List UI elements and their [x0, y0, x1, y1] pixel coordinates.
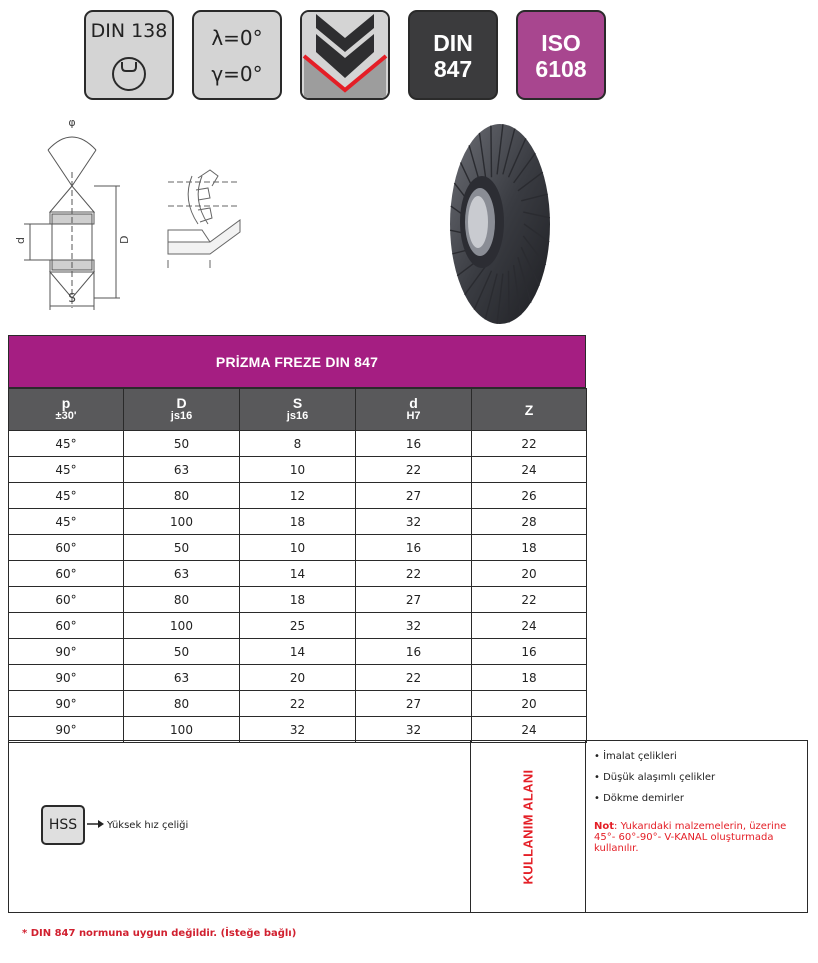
table-cell: 22 — [356, 561, 472, 587]
table-cell: 60° — [9, 535, 124, 561]
table-row — [9, 717, 587, 743]
table-cell: 24 — [472, 457, 587, 483]
header-S-main: S — [292, 395, 303, 411]
header-D-main: D — [176, 395, 187, 411]
table-cell: 60° — [9, 613, 124, 639]
table-cell: 16 — [472, 639, 587, 665]
iso-line1: ISO — [541, 30, 581, 56]
table-cell: 26 — [472, 483, 587, 509]
table-cell: 90° — [9, 691, 124, 717]
table-row — [9, 665, 587, 691]
keyway-icon — [84, 10, 174, 100]
table-cell: 10 — [240, 457, 356, 483]
table-cell: 90° — [9, 665, 124, 691]
table-header-row — [9, 389, 587, 431]
header-p — [9, 389, 124, 431]
table-row — [9, 561, 587, 587]
header-Z-main: Z — [524, 401, 534, 418]
table-cell: 18 — [472, 665, 587, 691]
usage-label-panel — [470, 740, 586, 913]
table-cell: 60° — [9, 587, 124, 613]
table-cell: 100 — [124, 613, 240, 639]
header-p-main: p — [61, 395, 71, 411]
table-cell: 16 — [356, 535, 472, 561]
table-row — [9, 613, 587, 639]
usage-list — [594, 751, 800, 814]
d-label: d — [14, 237, 27, 244]
table-cell: 20 — [240, 665, 356, 691]
header-Z — [472, 389, 587, 431]
table-cell: 24 — [472, 717, 587, 743]
usage-item: • Dökme demirler — [594, 793, 684, 804]
arrow-right-icon — [87, 819, 105, 829]
table-cell: 63 — [124, 457, 240, 483]
hss-badge: HSS — [41, 805, 85, 845]
din847-badge — [408, 10, 498, 100]
table-cell: 45° — [9, 509, 124, 535]
table-cell: 50 — [124, 431, 240, 457]
cutter-photo — [438, 118, 558, 330]
table-row — [9, 691, 587, 717]
table-title: PRİZMA FREZE DIN 847 — [8, 335, 586, 388]
table-cell: 20 — [472, 691, 587, 717]
table-cell: 80 — [124, 587, 240, 613]
footnote: * DIN 847 normuna uygun değildir. (İsteğe bağlı) — [22, 928, 297, 939]
table-row — [9, 535, 587, 561]
table-cell: 12 — [240, 483, 356, 509]
table-cell: 32 — [240, 717, 356, 743]
table-cell: 63 — [124, 561, 240, 587]
table-row — [9, 457, 587, 483]
table-cell: 45° — [9, 431, 124, 457]
table-cell: 50 — [124, 535, 240, 561]
header-p-sub: ±30' — [55, 410, 77, 422]
table-row — [9, 639, 587, 665]
D-label: D — [118, 235, 131, 244]
table-cell: 90° — [9, 717, 124, 743]
table-cell: 18 — [472, 535, 587, 561]
phi-label: φ — [68, 116, 76, 129]
material-panel — [8, 740, 471, 913]
header-D-sub: js16 — [170, 410, 193, 422]
din138-badge — [84, 10, 174, 100]
table-cell: 10 — [240, 535, 356, 561]
S-label: S — [68, 291, 76, 305]
spec-table — [8, 388, 587, 743]
usage-note-text: : Yukarıdaki malzemelerin, üzerine 45°- 60°-90°- V-KANAL oluşturmada kullanılır. — [594, 821, 787, 854]
table-cell: 18 — [240, 587, 356, 613]
table-cell: 16 — [356, 639, 472, 665]
table-cell: 28 — [472, 509, 587, 535]
usage-item: • Düşük alaşımlı çelikler — [594, 772, 716, 783]
table-cell: 60° — [9, 561, 124, 587]
table-cell: 27 — [356, 587, 472, 613]
table-cell: 100 — [124, 509, 240, 535]
v-profile-icon — [302, 12, 388, 98]
table-cell: 16 — [356, 431, 472, 457]
usage-note — [594, 821, 804, 854]
table-cell: 14 — [240, 561, 356, 587]
table-cell: 45° — [9, 483, 124, 509]
din847-line2: 847 — [433, 56, 473, 82]
usage-panel — [585, 740, 808, 913]
din138-label: DIN 138 — [90, 20, 168, 42]
table-cell: 8 — [240, 431, 356, 457]
table-body — [9, 431, 587, 743]
cross-section-drawing — [12, 112, 132, 317]
header-d — [356, 389, 472, 431]
table-cell: 18 — [240, 509, 356, 535]
table-cell: 22 — [356, 457, 472, 483]
table-cell: 32 — [356, 717, 472, 743]
header-S — [240, 389, 356, 431]
table-cell: 63 — [124, 665, 240, 691]
table-cell: 80 — [124, 691, 240, 717]
gamma-label: γ=0° — [211, 62, 263, 86]
table-cell: 20 — [472, 561, 587, 587]
lambda-label: λ=0° — [211, 26, 263, 50]
table-cell: 100 — [124, 717, 240, 743]
usage-item: • İmalat çelikleri — [594, 751, 677, 762]
iso-line2: 6108 — [535, 56, 587, 82]
table-cell: 80 — [124, 483, 240, 509]
v-profile-badge — [300, 10, 390, 100]
din847-line1: DIN — [433, 30, 473, 56]
usage-note-prefix: Not — [594, 821, 615, 832]
table-row — [9, 431, 587, 457]
table-cell: 22 — [356, 665, 472, 691]
table-cell: 32 — [356, 613, 472, 639]
header-S-sub: js16 — [286, 410, 309, 422]
table-row — [9, 587, 587, 613]
table-cell: 22 — [472, 587, 587, 613]
header-d-sub: H7 — [406, 410, 421, 422]
table-cell: 90° — [9, 639, 124, 665]
table-row — [9, 509, 587, 535]
header-D — [124, 389, 240, 431]
table-cell: 27 — [356, 691, 472, 717]
usage-area-label: KULLANIM ALANI — [520, 769, 536, 885]
table-cell: 14 — [240, 639, 356, 665]
header-d-main: d — [409, 395, 418, 411]
iso6108-badge — [516, 10, 606, 100]
table-cell: 50 — [124, 639, 240, 665]
angles-badge — [192, 10, 282, 100]
table-cell: 24 — [472, 613, 587, 639]
table-cell: 25 — [240, 613, 356, 639]
table-cell: 22 — [240, 691, 356, 717]
v-groove-application-drawing — [162, 160, 244, 270]
material-description: Yüksek hız çeliği — [107, 820, 189, 831]
table-cell: 22 — [472, 431, 587, 457]
table-cell: 45° — [9, 457, 124, 483]
table-row — [9, 483, 587, 509]
table-cell: 27 — [356, 483, 472, 509]
table-cell: 32 — [356, 509, 472, 535]
